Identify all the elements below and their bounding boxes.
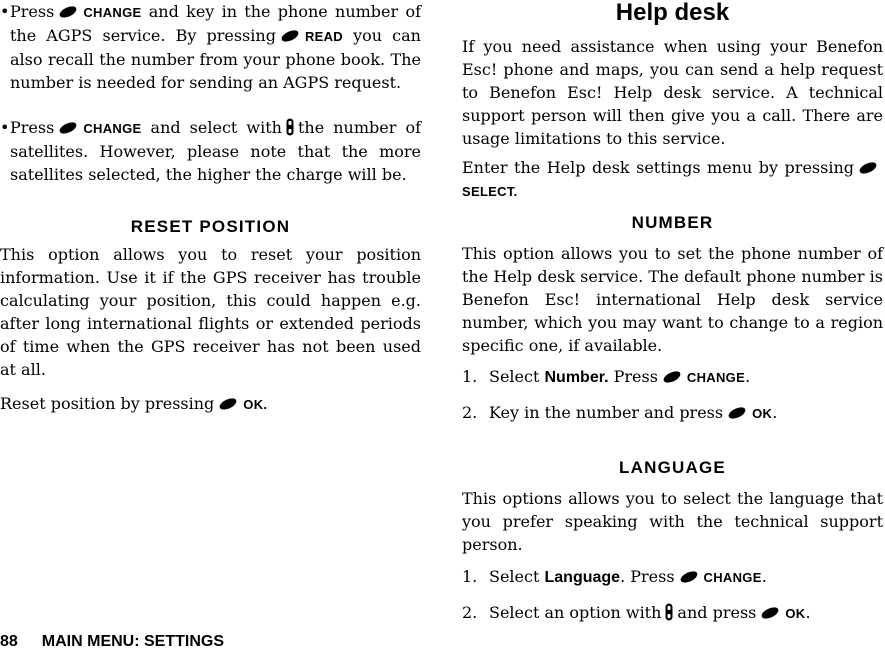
reset-position-body: This option allows you to reset your position information. Use it if the GPS receiver has trouble calculating your position, this could happen e.g. after long international flights or extended periods of time when the GPS receiver has not been used at all. <box>0 245 421 379</box>
help-desk-intro: If you need assistance when using your Benefon Esc! phone and maps, you can send a help request to Benefon Esc! Help desk service. A technical support person will then give you a call. There are usage limitations to this service. <box>462 37 883 148</box>
language-step-1: 1. Select Language. Press CHANGE. <box>462 567 767 586</box>
reset-position-action: Reset position by pressing OK. <box>0 394 268 413</box>
page-title: Help desk <box>615 0 730 26</box>
number-body: This option allows you to set the phone number of the Help desk service. The default phone number is Benefon Esc! international Help desk service number, which you may want to change to a region specific one, if available. <box>462 244 883 355</box>
scroll-key-icon <box>286 118 294 136</box>
language-heading: LANGUAGE <box>619 458 726 477</box>
page-footer <box>0 632 224 652</box>
bullet-agps-number: • Press CHANGE and key in the phone number of the AGPS service. By pressing READ you can also recall the number from your phone book. The number is needed for sending an AGPS request. <box>0 2 422 92</box>
number-step-1: 1. Select Number. Press CHANGE. <box>462 367 751 386</box>
bullet-satellites: • Press CHANGE and select with the number of satellites. However, please note that the more satellites selected, the higher the charge will be. <box>0 118 422 184</box>
softkey-icon <box>760 607 780 619</box>
softkey-icon <box>280 30 300 42</box>
help-desk-enter: Enter the Help desk settings menu by pressingSELECT. <box>462 156 883 203</box>
running-section-title: MAIN MENU: SETTINGS <box>41 633 225 650</box>
softkey-icon <box>58 122 78 134</box>
bullet-dot: • <box>0 2 10 21</box>
scroll-key-icon <box>665 603 673 621</box>
softkey-icon <box>727 407 747 419</box>
bullet-dot: • <box>0 118 10 137</box>
softkey-icon <box>218 398 238 410</box>
page-number: 88 <box>0 633 18 650</box>
softkey-icon <box>858 162 878 174</box>
language-body: This options allows you to select the language that you prefer speaking with the technical support person. <box>462 489 883 554</box>
language-step-2: 2. Select an option with and press OK. <box>462 603 811 622</box>
reset-position-heading: RESET POSITION <box>130 217 291 236</box>
number-heading: NUMBER <box>631 213 714 232</box>
softkey-icon <box>58 6 78 18</box>
softkey-icon <box>679 571 699 583</box>
softkey-icon <box>662 371 682 383</box>
number-step-2: 2. Key in the number and press OK. <box>462 403 778 422</box>
